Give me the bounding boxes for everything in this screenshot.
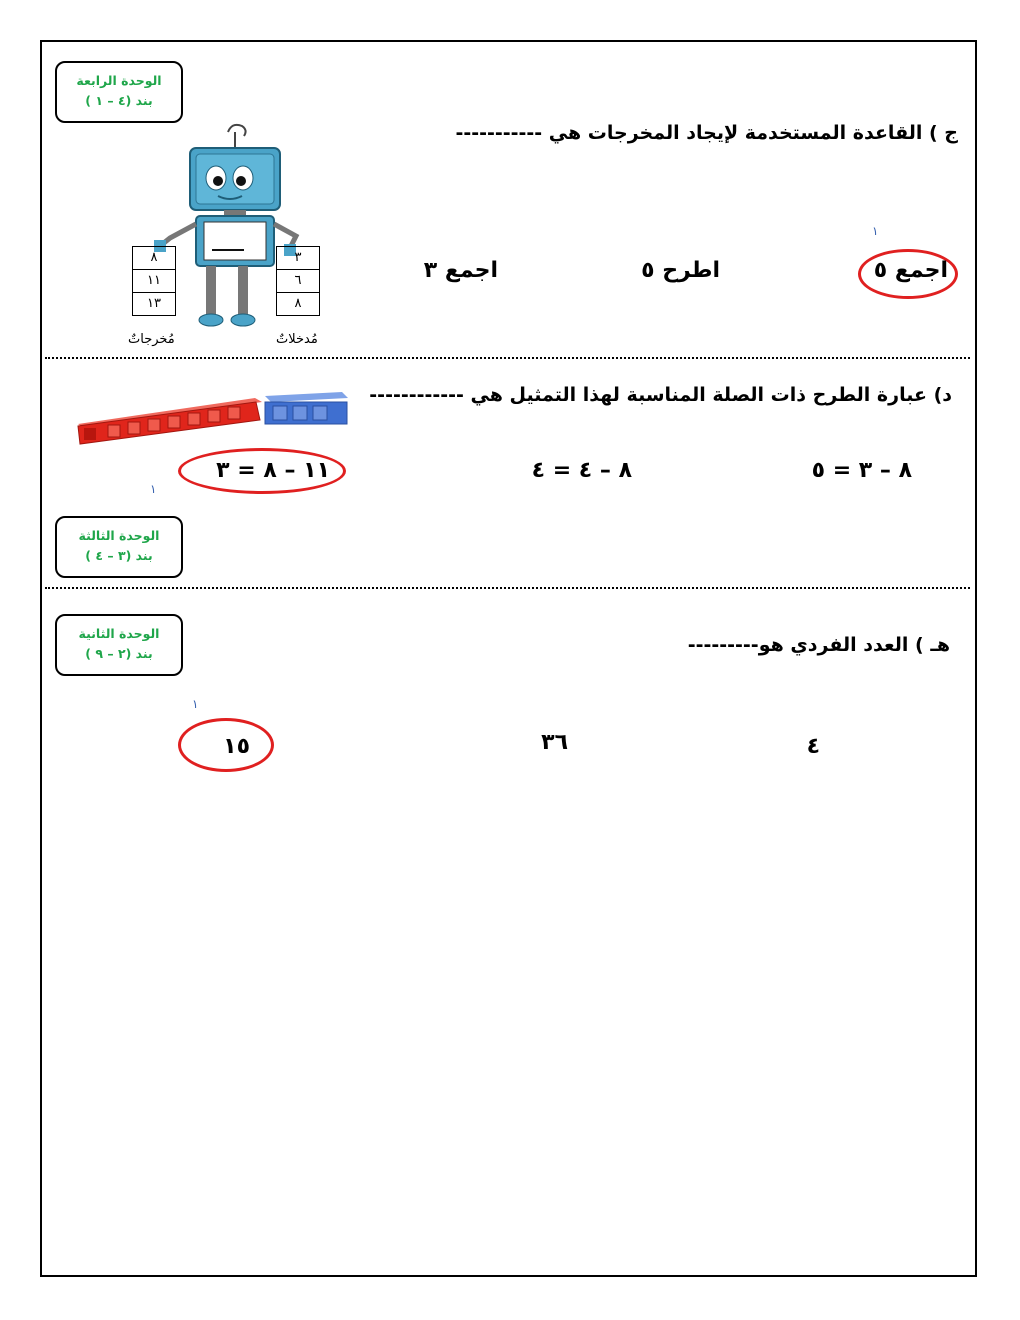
cubes-illustration (70, 384, 360, 450)
unit-tag-c (55, 61, 183, 123)
option-e-2[interactable]: ٣٦ (541, 730, 568, 755)
output-value: ١٣ (147, 296, 161, 311)
outputs-column (132, 246, 176, 316)
output-value: ٨ (133, 247, 175, 270)
input-value: ٦ (277, 270, 319, 293)
section-divider (45, 587, 970, 589)
tag-item: بند (٤ – ١ ) (85, 93, 153, 108)
option-c-3[interactable]: اجمع ٣ (423, 258, 498, 283)
output-value: ١١ (133, 270, 175, 293)
question-c: ج ) القاعدة المستخدمة لإيجاد المخرجات هي ----------- (455, 122, 958, 144)
cubes-icon (70, 384, 360, 450)
tag-unit: الوحدة الثالثة (78, 528, 160, 543)
input-value: ٨ (294, 296, 302, 311)
tag-item: بند (٢ – ٩ ) (85, 646, 153, 661)
option-d-3[interactable]: ١١ – ٨ = ٣ (216, 458, 330, 483)
tag-unit: الوحدة الثانية (78, 626, 160, 641)
question-d: د) عبارة الطرح ذات الصلة المناسبة لهذا التمثيل هي ------------ (369, 384, 952, 406)
inputs-label: مُدخلاتٌ (276, 332, 318, 347)
inputs-column (276, 246, 320, 316)
robot-icon (120, 120, 350, 355)
tag-unit: الوحدة الرابعة (76, 73, 162, 88)
unit-tag-d (55, 516, 183, 578)
question-e: هـ ) العدد الفردي هو--------- (687, 634, 950, 656)
score-mark: ١ (192, 697, 199, 711)
score-mark: ١ (872, 224, 879, 238)
option-d-1[interactable]: ٨ – ٣ = ٥ (811, 458, 912, 483)
option-e-3[interactable]: ١٥ (223, 734, 250, 759)
input-value: ٣ (277, 247, 319, 270)
score-mark: ١ (150, 482, 157, 496)
option-e-1[interactable]: ٤ (806, 734, 820, 759)
outputs-label: مُخرجاتٌ (128, 332, 175, 347)
option-d-2[interactable]: ٨ – ٤ = ٤ (531, 458, 632, 483)
unit-tag-e (55, 614, 183, 676)
section-divider (45, 357, 970, 359)
option-c-1[interactable]: اجمع ٥ (873, 258, 948, 283)
option-c-2[interactable]: اطرح ٥ (641, 258, 720, 283)
tag-item: بند (٣ – ٤ ) (85, 548, 153, 563)
robot-illustration (120, 120, 350, 355)
